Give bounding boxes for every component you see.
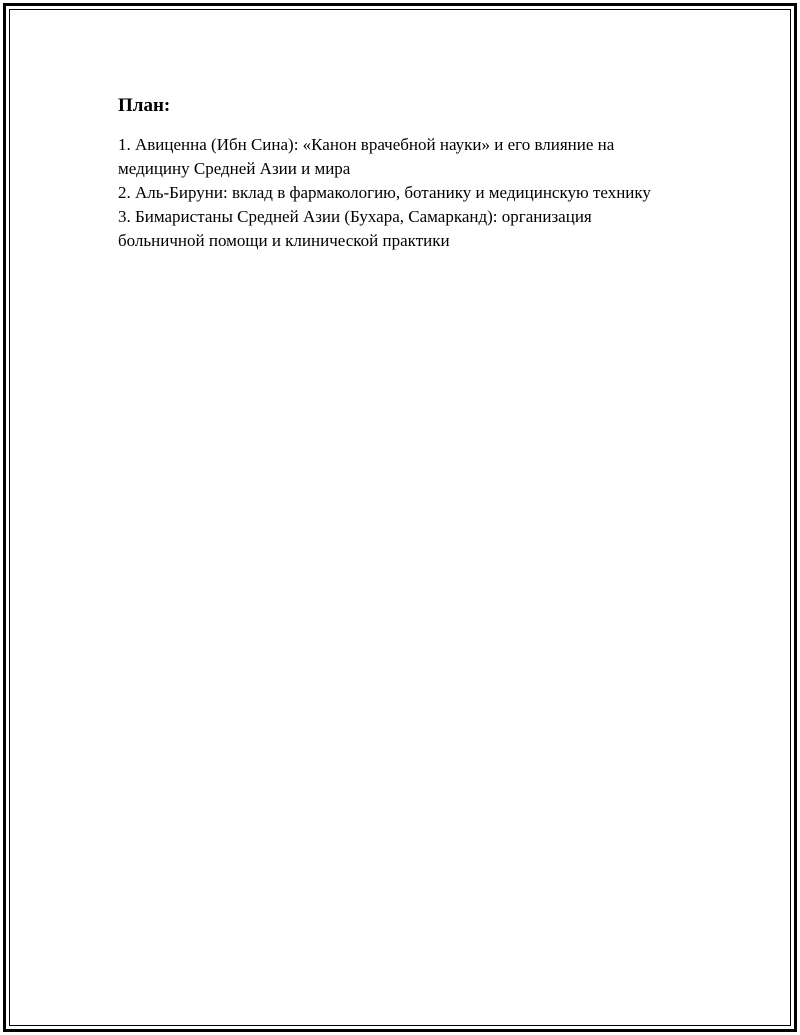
plan-item-3: 3. Бимаристаны Средней Азии (Бухара, Самарканд): организация больничной помощи и клинической практики	[118, 207, 592, 250]
plan-heading: План:	[118, 95, 171, 116]
plan-item-1: 1. Авиценна (Ибн Сина): «Канон врачебной науки» и его влияние на медицину Средней Азии и мира	[118, 135, 615, 178]
plan-list	[118, 133, 678, 253]
document-body	[118, 93, 678, 253]
plan-item-2: 2. Аль-Бируни: вклад в фармакологию, ботанику и медицинскую технику	[118, 183, 651, 202]
